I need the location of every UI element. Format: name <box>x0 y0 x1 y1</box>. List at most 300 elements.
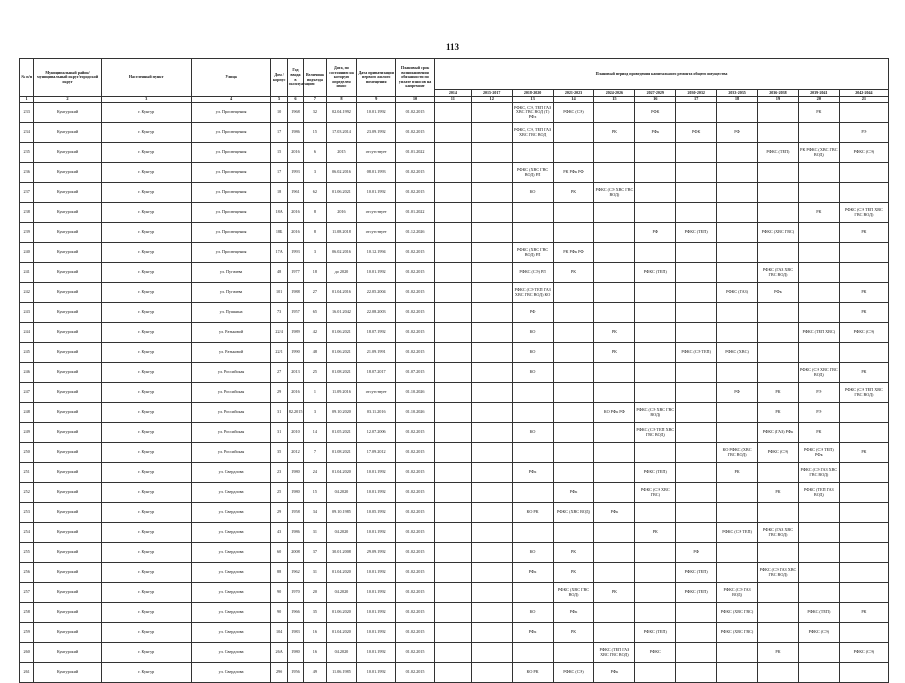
cell-period <box>471 563 512 583</box>
cell-date-privatization: 18.07.2017 <box>357 363 396 383</box>
cell-period <box>594 443 635 463</box>
cell-house: 22/4 <box>271 323 287 343</box>
cell-period: РК <box>594 583 635 603</box>
cell-period <box>471 143 512 163</box>
cell-period <box>553 343 594 363</box>
cell-house: 90 <box>271 603 287 623</box>
cell-no: 256 <box>20 563 34 583</box>
table-row <box>20 103 889 123</box>
cell-year: 2016 <box>287 203 303 223</box>
cell-year: 1983 <box>287 623 303 643</box>
cell-house: 35 <box>271 443 287 463</box>
cell-year: 1961 <box>287 183 303 203</box>
cell-deadline: 01.02.2015 <box>396 503 435 523</box>
cell-period <box>758 503 799 523</box>
cell-period <box>717 103 758 123</box>
cell-municipality: Кунгурский <box>34 343 101 363</box>
cell-deadline: 01.02.2015 <box>396 463 435 483</box>
cell-year: 2016 <box>287 143 303 163</box>
cell-year: 1977 <box>287 263 303 283</box>
cell-deadline: 01.02.2015 <box>396 483 435 503</box>
cell-no: 234 <box>20 123 34 143</box>
cell-entrances: 62 <box>304 183 326 203</box>
cell-period <box>471 583 512 603</box>
cell-period <box>676 423 717 443</box>
table-row <box>20 543 889 563</box>
cell-period <box>798 243 839 263</box>
cell-period <box>839 483 888 503</box>
cell-period: КО <box>512 423 553 443</box>
cell-year: 1957 <box>287 303 303 323</box>
cell-date-privatization: 10.01.1992 <box>357 263 396 283</box>
cell-date-privatization: 10.01.1992 <box>357 643 396 663</box>
cell-period <box>553 323 594 343</box>
cell-period <box>758 623 799 643</box>
cell-entrances: 27 <box>304 283 326 303</box>
cell-period: РФКС (СЭ ХВС ГВС ВОД) <box>798 363 839 383</box>
cell-street: ул. Просвещения <box>191 183 271 203</box>
cell-entrances: 3 <box>304 163 326 183</box>
cell-period <box>676 603 717 623</box>
cell-period: РФКС (ХВС ГВС ВОД) РЛ <box>512 243 553 263</box>
cell-period <box>635 543 676 563</box>
cell-period <box>676 663 717 683</box>
page-number: 113 <box>445 42 459 52</box>
cell-period: РК <box>553 623 594 643</box>
header-deadline: Плановый срок возникновения обязанности по уплате взносов на капремонт <box>396 59 435 97</box>
header-street: Улица <box>191 59 271 97</box>
cell-period <box>434 523 471 543</box>
cell-period: РФКС (СЭ ГАЗ ХВС ГВС ВОД) <box>758 563 799 583</box>
cell-period <box>839 183 888 203</box>
cell-period: РК <box>758 483 799 503</box>
cell-deadline: 01.02.2015 <box>396 663 435 683</box>
cell-no: 245 <box>20 343 34 363</box>
cell-municipality: Кунгурский <box>34 323 101 343</box>
cell-period: РФ <box>717 123 758 143</box>
cell-no: 244 <box>20 323 34 343</box>
cell-house: 29 <box>271 383 287 403</box>
cell-settlement: г. Кунгур <box>101 483 191 503</box>
cell-year: 2008 <box>287 543 303 563</box>
cell-period: РФКС (ТЕП) <box>635 623 676 643</box>
cell-deadline: 01.02.2015 <box>396 563 435 583</box>
cell-period: РК <box>553 563 594 583</box>
cell-period <box>512 483 553 503</box>
cell-date-privatization: 10.12.1994 <box>357 243 396 263</box>
cell-street: ул. Просвещения <box>191 203 271 223</box>
cell-period <box>635 563 676 583</box>
cell-entrances: 8 <box>304 203 326 223</box>
cell-date-state: 2015 <box>326 143 357 163</box>
cell-period <box>434 643 471 663</box>
cell-settlement: г. Кунгур <box>101 563 191 583</box>
cell-deadline: 01.02.2015 <box>396 543 435 563</box>
cell-period <box>553 383 594 403</box>
cell-period: РФКС (ТЕП) <box>635 463 676 483</box>
table-row <box>20 343 889 363</box>
cell-period <box>434 303 471 323</box>
cell-period: КО <box>512 323 553 343</box>
cell-period: РФКС (ТЕП) <box>676 563 717 583</box>
cell-period: РФКС (ТЕП) <box>676 583 717 603</box>
cell-period <box>798 563 839 583</box>
cell-year: 1993 <box>287 163 303 183</box>
cell-period: РФКС (СЭ ТЕП ГАЗ ХВС ГВС ВОД) КО <box>512 283 553 303</box>
cell-period <box>717 423 758 443</box>
cell-date-state: 01.04.2016 <box>326 283 357 303</box>
column-number: 13 <box>512 97 553 103</box>
cell-year: 2010 <box>287 423 303 443</box>
cell-settlement: г. Кунгур <box>101 523 191 543</box>
cell-date-privatization: 10.01.1992 <box>357 483 396 503</box>
cell-street: ул. Свердлова <box>191 483 271 503</box>
cell-period <box>717 663 758 683</box>
cell-period <box>635 363 676 383</box>
cell-settlement: г. Кунгур <box>101 403 191 423</box>
cell-deadline: 01.02.2015 <box>396 623 435 643</box>
cell-period: РФКС (ХВС ГВС ВОД) РЛ <box>512 163 553 183</box>
column-number: 16 <box>635 97 676 103</box>
cell-period <box>434 543 471 563</box>
cell-period: РК <box>798 103 839 123</box>
cell-street: ул. Российская <box>191 363 271 383</box>
cell-year: 1980 <box>287 463 303 483</box>
header-date-privatization: Дата приватизации первого жилого помещения <box>357 59 396 97</box>
cell-date-privatization: 10.01.1992 <box>357 103 396 123</box>
cell-period: РФк <box>594 503 635 523</box>
cell-no: 249 <box>20 423 34 443</box>
cell-period: РФКС (СЭ) <box>798 623 839 643</box>
cell-period <box>758 583 799 603</box>
cell-period: РК РФк РФ <box>553 163 594 183</box>
cell-period <box>553 403 594 423</box>
cell-house: 22/1 <box>271 343 287 363</box>
cell-period <box>717 183 758 203</box>
cell-year: 2016 <box>287 383 303 403</box>
cell-period <box>594 623 635 643</box>
cell-house: 18 <box>271 183 287 203</box>
cell-house: 17 <box>271 123 287 143</box>
table-row <box>20 483 889 503</box>
cell-period: КО РК <box>512 503 553 523</box>
cell-period: РФКС (ХВС) <box>717 343 758 363</box>
header-period: 2027-2029 <box>635 90 676 97</box>
cell-period <box>676 143 717 163</box>
cell-settlement: г. Кунгур <box>101 243 191 263</box>
cell-house: 43 <box>271 523 287 543</box>
cell-period: КО <box>512 183 553 203</box>
cell-period <box>434 583 471 603</box>
cell-period <box>512 443 553 463</box>
cell-period <box>758 203 799 223</box>
table-row <box>20 503 889 523</box>
cell-date-state: 02.04.1992 <box>326 103 357 123</box>
cell-period: РК <box>839 303 888 323</box>
cell-no: 248 <box>20 403 34 423</box>
cell-period: РФКС (СЭ ТЕП) <box>676 343 717 363</box>
column-number: 2 <box>34 97 101 103</box>
cell-period <box>717 543 758 563</box>
cell-municipality: Кунгурский <box>34 123 101 143</box>
cell-period <box>717 263 758 283</box>
cell-date-privatization: 10.01.1992 <box>357 523 396 543</box>
cell-date-privatization: 10.01.1992 <box>357 463 396 483</box>
cell-no: 241 <box>20 263 34 283</box>
cell-deadline: 01.02.2015 <box>396 643 435 663</box>
cell-period: РФК <box>635 103 676 123</box>
cell-municipality: Кунгурский <box>34 583 101 603</box>
column-number: 17 <box>676 97 717 103</box>
cell-period <box>594 203 635 223</box>
cell-street: ул. Свердлова <box>191 623 271 643</box>
cell-house: 104 <box>271 623 287 643</box>
cell-no: 235 <box>20 143 34 163</box>
cell-period <box>758 603 799 623</box>
cell-municipality: Кунгурский <box>34 663 101 683</box>
table-row <box>20 363 889 383</box>
cell-date-privatization: 12.07.2006 <box>357 423 396 443</box>
header-period: 2014 <box>434 90 471 97</box>
cell-no: 233 <box>20 103 34 123</box>
cell-period <box>635 443 676 463</box>
cell-period: РФк <box>553 603 594 623</box>
cell-no: 242 <box>20 283 34 303</box>
cell-period <box>676 623 717 643</box>
cell-period: РФКС (ГАЗ ХВС ГВС ВОД) <box>758 263 799 283</box>
cell-municipality: Кунгурский <box>34 383 101 403</box>
cell-deadline: 01.02.2015 <box>396 323 435 343</box>
cell-no: 254 <box>20 523 34 543</box>
cell-house: 48 <box>271 263 287 283</box>
cell-entrances: 16 <box>304 623 326 643</box>
cell-period <box>839 263 888 283</box>
header-entrances: Величина подъезда <box>304 59 326 97</box>
cell-period <box>635 283 676 303</box>
cell-settlement: г. Кунгур <box>101 583 191 603</box>
cell-period: РФк <box>758 283 799 303</box>
cell-settlement: г. Кунгур <box>101 303 191 323</box>
cell-period <box>635 303 676 323</box>
cell-date-privatization: 29.09.1992 <box>357 543 396 563</box>
cell-period: КО <box>512 363 553 383</box>
cell-period <box>471 183 512 203</box>
column-number: 19 <box>758 97 799 103</box>
cell-deadline: 01.02.2015 <box>396 523 435 543</box>
cell-year: 1962 <box>287 563 303 583</box>
cell-period <box>798 183 839 203</box>
cell-no: 250 <box>20 443 34 463</box>
cell-date-state: 01.05.2021 <box>326 423 357 443</box>
cell-period <box>798 663 839 683</box>
cell-period <box>471 383 512 403</box>
cell-period <box>471 443 512 463</box>
cell-no: 238 <box>20 203 34 223</box>
cell-no: 257 <box>20 583 34 603</box>
cell-house: 27 <box>271 363 287 383</box>
cell-period <box>839 103 888 123</box>
cell-deadline: 01.02.2015 <box>396 163 435 183</box>
cell-period <box>434 663 471 683</box>
cell-period <box>758 183 799 203</box>
cell-house: 17 <box>271 163 287 183</box>
cell-settlement: г. Кунгур <box>101 423 191 443</box>
cell-period <box>635 243 676 263</box>
cell-house: 88 <box>271 563 287 583</box>
cell-date-state: 16.01.2042 <box>326 303 357 323</box>
cell-period: РФКС, СЭ, ТЕП ГАЗ ХВС ГВС ВОД <box>512 123 553 143</box>
cell-period <box>635 603 676 623</box>
cell-period <box>717 403 758 423</box>
cell-no: 255 <box>20 543 34 563</box>
cell-period <box>434 183 471 203</box>
table-row <box>20 183 889 203</box>
cell-period <box>553 523 594 543</box>
cell-date-privatization: отсутствует <box>357 383 396 403</box>
cell-period: РК РФк РФ <box>553 243 594 263</box>
cell-period <box>471 663 512 683</box>
cell-house: 23 <box>271 463 287 483</box>
cell-settlement: г. Кунгур <box>101 663 191 683</box>
column-number: 20 <box>798 97 839 103</box>
cell-period <box>471 543 512 563</box>
cell-no: 247 <box>20 383 34 403</box>
column-number: 6 <box>287 97 303 103</box>
cell-no: 252 <box>20 483 34 503</box>
cell-deadline: 01.01.2022 <box>396 143 435 163</box>
cell-period <box>594 603 635 623</box>
cell-period <box>798 123 839 143</box>
cell-period <box>594 483 635 503</box>
cell-period <box>717 243 758 263</box>
column-number: 4 <box>191 97 271 103</box>
cell-period <box>676 483 717 503</box>
cell-period <box>717 643 758 663</box>
cell-period: РФКС (СЭ ТЕП ХВС ГВС ВОД) <box>839 383 888 403</box>
table-row <box>20 323 889 343</box>
cell-period: РФКС (СЭ ТЕП ХВС ГВС ВОД) <box>635 423 676 443</box>
cell-municipality: Кунгурский <box>34 483 101 503</box>
cell-period <box>717 303 758 323</box>
cell-year: 1986 <box>287 523 303 543</box>
cell-entrances: 25 <box>304 363 326 383</box>
cell-entrances: 31 <box>304 563 326 583</box>
cell-settlement: г. Кунгур <box>101 143 191 163</box>
cell-period: РФКС (СЭ) РЛ <box>512 263 553 283</box>
cell-settlement: г. Кунгур <box>101 163 191 183</box>
cell-period: РФКС (СЭ ХВС ГВС) <box>635 483 676 503</box>
cell-period <box>717 203 758 223</box>
cell-period <box>553 463 594 483</box>
column-number: 9 <box>357 97 396 103</box>
cell-period <box>434 403 471 423</box>
table-row <box>20 623 889 643</box>
table-row <box>20 463 889 483</box>
cell-period <box>434 483 471 503</box>
cell-period <box>471 623 512 643</box>
cell-street: ул. Ратьковой <box>191 323 271 343</box>
cell-period <box>798 263 839 283</box>
cell-period: РФКС (СЭ ТЕП ХВС ГВС ВОД) <box>839 203 888 223</box>
cell-date-privatization: 23.09.1992 <box>357 123 396 143</box>
cell-entrances: 14 <box>304 423 326 443</box>
cell-period: РК <box>839 443 888 463</box>
column-number: 8 <box>326 97 357 103</box>
cell-street: ул. Свердлова <box>191 643 271 663</box>
cell-period <box>553 423 594 443</box>
cell-no: 258 <box>20 603 34 623</box>
cell-period <box>594 243 635 263</box>
cell-house: 18А <box>271 203 287 223</box>
cell-period <box>471 243 512 263</box>
cell-period <box>434 143 471 163</box>
cell-period: РФКС (ХВС ГВС ВОД) <box>553 583 594 603</box>
cell-municipality: Кунгурский <box>34 263 101 283</box>
cell-deadline: 01.02.2015 <box>396 303 435 323</box>
cell-period: РФКС (ТЕП) <box>798 603 839 623</box>
cell-date-privatization: 10.01.1992 <box>357 563 396 583</box>
column-number: 12 <box>471 97 512 103</box>
cell-period <box>676 463 717 483</box>
cell-entrances: 3 <box>304 403 326 423</box>
cell-date-state: 06.02.2016 <box>326 163 357 183</box>
cell-settlement: г. Кунгур <box>101 323 191 343</box>
cell-entrances: 3 <box>304 243 326 263</box>
cell-period <box>434 623 471 643</box>
cell-period: РФк <box>594 663 635 683</box>
cell-period: РК <box>839 283 888 303</box>
cell-period: РФКС <box>635 643 676 663</box>
cell-street: ул. Просвещения <box>191 103 271 123</box>
cell-period: РФ <box>676 543 717 563</box>
cell-period <box>512 143 553 163</box>
cell-period <box>594 523 635 543</box>
cell-settlement: г. Кунгур <box>101 463 191 483</box>
cell-period: РФКС (ТЕП ХВС) <box>798 323 839 343</box>
table-row <box>20 143 889 163</box>
cell-period <box>676 103 717 123</box>
cell-period <box>471 363 512 383</box>
table-row <box>20 583 889 603</box>
cell-period <box>553 143 594 163</box>
cell-municipality: Кунгурский <box>34 403 101 423</box>
header-period: 2021-2023 <box>553 90 594 97</box>
cell-date-state: 01.08.2021 <box>326 363 357 383</box>
cell-period: РФКС (ХВС ГВС) <box>717 623 758 643</box>
cell-street: ул. Просвещения <box>191 223 271 243</box>
cell-period: РФКС (ТЕП ГАЗ ВОД) <box>798 483 839 503</box>
cell-municipality: Кунгурский <box>34 183 101 203</box>
cell-municipality: Кунгурский <box>34 503 101 523</box>
cell-year: 2013 <box>287 363 303 383</box>
cell-period <box>434 283 471 303</box>
cell-no: 240 <box>20 243 34 263</box>
cell-date-state: 01.06.2021 <box>326 183 357 203</box>
cell-entrances: 49 <box>304 663 326 683</box>
cell-period <box>471 463 512 483</box>
cell-period <box>594 143 635 163</box>
cell-no: 239 <box>20 223 34 243</box>
cell-settlement: г. Кунгур <box>101 123 191 143</box>
cell-date-state: 01.04.2020 <box>326 563 357 583</box>
cell-municipality: Кунгурский <box>34 303 101 323</box>
cell-entrances: 65 <box>304 303 326 323</box>
cell-house: 29 <box>271 503 287 523</box>
table-row <box>20 423 889 443</box>
cell-period <box>676 443 717 463</box>
cell-period: РК <box>798 423 839 443</box>
cell-deadline: 01.02.2015 <box>396 263 435 283</box>
